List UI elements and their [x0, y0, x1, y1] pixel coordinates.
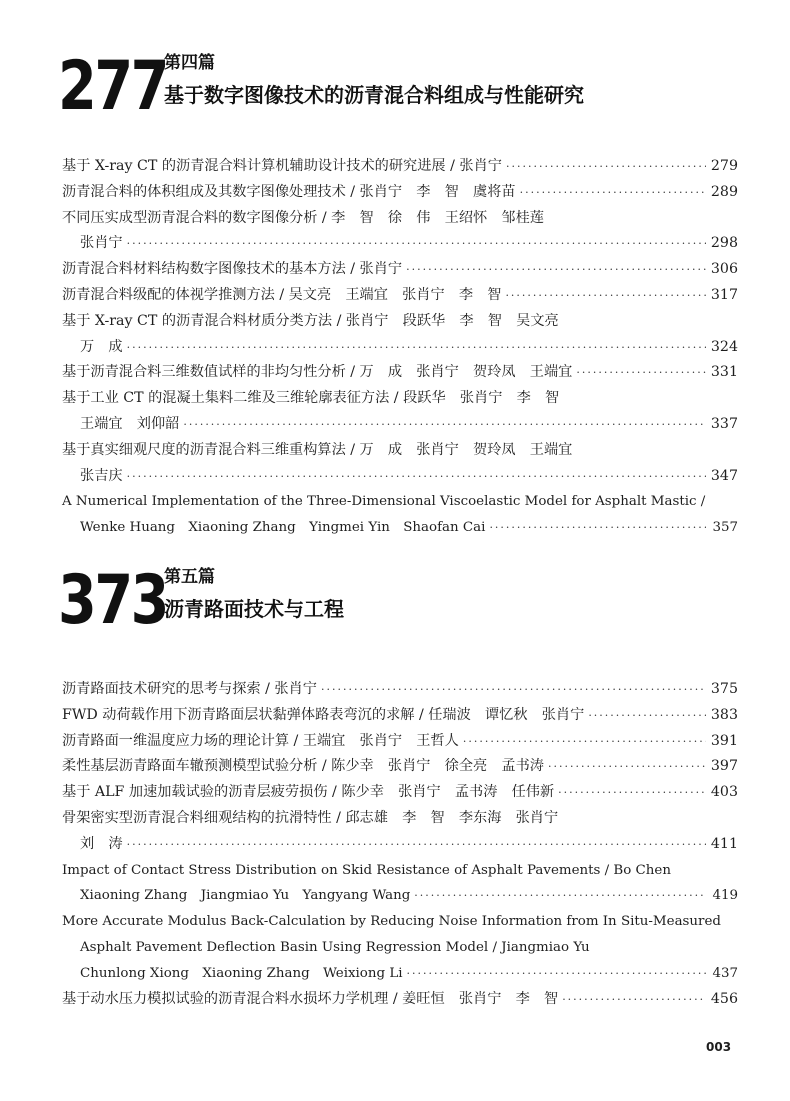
toc-entry — [62, 154, 738, 180]
toc-entry-line — [62, 154, 738, 180]
toc-page-number: 419 — [712, 888, 738, 904]
toc-entry — [62, 180, 738, 206]
dot-leader — [321, 677, 706, 703]
toc-entry — [62, 754, 738, 780]
toc-page-number: 347 — [710, 467, 738, 484]
toc-entry — [62, 987, 738, 1013]
toc-entry — [62, 309, 738, 361]
dot-leader — [127, 464, 706, 490]
toc-entry-text: 沥青混合料的体积组成及其数字图像处理技术 / 张肖宁 李 智 虞将苗 — [62, 183, 516, 200]
toc-entry-line — [62, 360, 738, 386]
toc-entry-line — [62, 754, 738, 780]
toc-entry-text: 沥青路面技术研究的思考与探索 / 张肖宁 — [62, 681, 317, 697]
part-number: 277 — [58, 47, 168, 126]
toc-entry — [62, 206, 738, 258]
toc-entry-text: 张吉庆 — [80, 467, 123, 484]
toc-entry — [62, 438, 738, 490]
toc-page-number: 289 — [710, 183, 738, 200]
toc-entry-text: 沥青混合料材料结构数字图像技术的基本方法 / 张肖宁 — [62, 261, 403, 278]
toc-page-number: 331 — [710, 364, 738, 381]
toc-entry-text: Asphalt Pavement Deflection Basin Using Regression Model / Jiangmiao Yu — [80, 939, 590, 955]
toc-entry-text: Xiaoning Zhang Jiangmiao Yu Yangyang Wang — [80, 888, 411, 904]
toc-entry-text: 万 成 — [80, 338, 123, 355]
toc-entry — [62, 489, 738, 541]
toc-entry-line — [62, 515, 738, 541]
toc-entry-text: 骨架密实型沥青混合料细观结构的抗滑特性 / 邱志雄 李 智 李东海 张肖宁 — [62, 809, 559, 826]
toc-entry-line — [62, 231, 738, 257]
toc-entry — [62, 858, 738, 910]
dot-leader — [414, 883, 706, 909]
dot-leader — [576, 360, 706, 386]
toc-page-number: 298 — [710, 235, 738, 252]
dot-leader — [127, 231, 706, 257]
part-title: 基于数字图像技术的沥青混合料组成与性能研究 — [164, 83, 584, 107]
toc-entry — [62, 703, 738, 729]
toc-entry-line — [62, 909, 738, 935]
toc-entry-line — [62, 806, 738, 832]
toc-page-number: 306 — [710, 261, 738, 278]
dot-leader — [489, 515, 706, 541]
toc-entry-line — [62, 464, 738, 490]
toc-list-part-4 — [62, 154, 738, 541]
toc-entry-line — [62, 961, 738, 987]
toc-entry-line — [62, 832, 738, 858]
part-header-5 — [58, 561, 758, 640]
toc-entry-text: 基于 X-ray CT 的沥青混合料材质分类方法 / 张肖宁 段跃华 李 智 吴文亮 — [62, 312, 559, 329]
toc-entry-text: 基于工业 CT 的混凝土集料二维及三维轮廓表征方法 / 段跃华 张肖宁 李 智 — [62, 390, 560, 407]
toc-entry-text: 沥青路面一维温度应力场的理论计算 / 王端宜 张肖宁 王哲人 — [62, 732, 459, 749]
toc-entry — [62, 257, 738, 283]
toc-page-number: 403 — [710, 784, 738, 801]
dot-leader — [506, 154, 706, 180]
toc-entry-line — [62, 677, 738, 703]
toc-entry-line — [62, 335, 738, 361]
toc-entry — [62, 386, 738, 438]
toc-page-number: 397 — [710, 758, 738, 775]
toc-entry-line — [62, 206, 738, 232]
toc-page-number: 375 — [710, 681, 738, 697]
toc-entry-line — [62, 703, 738, 729]
toc-entry-line — [62, 729, 738, 755]
toc-entry — [62, 909, 738, 986]
toc-entry-line — [62, 180, 738, 206]
toc-entry-text: FWD 动荷载作用下沥青路面层状黏弹体路表弯沉的求解 / 任瑞波 谭忆秋 张肖宁 — [62, 706, 585, 723]
dot-leader — [406, 257, 706, 283]
toc-entry-line — [62, 386, 738, 412]
part-label: 第五篇 — [164, 567, 215, 587]
toc-entry-text: 不同压实成型沥青混合料的数字图像分析 / 李 智 徐 伟 王绍怀 邹桂莲 — [62, 209, 544, 226]
toc-entry-line — [62, 489, 738, 515]
toc-entry-text: 柔性基层沥青路面车辙预测模型试验分析 / 陈少幸 张肖宁 徐全亮 孟书涛 — [62, 758, 544, 775]
part-number: 373 — [58, 561, 168, 640]
toc-entry-text: 王端宜 刘仰韶 — [80, 415, 180, 432]
toc-entry — [62, 360, 738, 386]
toc-entry-line — [62, 780, 738, 806]
toc-entry-text: 张肖宁 — [80, 235, 123, 252]
toc-page-number: 391 — [710, 732, 738, 749]
toc-entry-line — [62, 858, 738, 884]
toc-page-number: 411 — [710, 835, 738, 852]
toc-page-number: 437 — [712, 965, 738, 981]
toc-entry-text: 沥青混合料级配的体视学推测方法 / 吴文亮 王端宜 张肖宁 李 智 — [62, 286, 502, 303]
toc-entry — [62, 729, 738, 755]
toc-page-number: 357 — [712, 520, 738, 536]
dot-leader — [407, 961, 707, 987]
dot-leader — [505, 283, 706, 309]
toc-entry-line — [62, 438, 738, 464]
dot-leader — [127, 335, 706, 361]
dot-leader — [127, 832, 706, 858]
toc-entry-line — [62, 283, 738, 309]
toc-entry — [62, 806, 738, 858]
toc-entry-line — [62, 883, 738, 909]
toc-entry-line — [62, 309, 738, 335]
page-folio: 003 — [706, 1040, 732, 1054]
toc-entry-text: 基于沥青混合料三维数值试样的非均匀性分析 / 万 成 张肖宁 贺玲凤 王端宜 — [62, 364, 573, 381]
part-header-4 — [58, 47, 758, 126]
toc-entry-text: A Numerical Implementation of the Three-Dimensional Viscoelastic Model for Asphalt Mastic / — [62, 494, 706, 510]
dot-leader — [558, 780, 706, 806]
dot-leader — [562, 987, 706, 1013]
toc-page-number: 456 — [710, 990, 738, 1007]
toc-entry-text: Chunlong Xiong Xiaoning Zhang Weixiong Li — [80, 965, 403, 981]
toc-entry-text: 基于 ALF 加速加载试验的沥青层疲劳损伤 / 陈少幸 张肖宁 孟书涛 任伟新 — [62, 784, 555, 801]
toc-entry — [62, 677, 738, 703]
toc-entry-line — [62, 987, 738, 1013]
toc-entry-line — [62, 412, 738, 438]
toc-entry-text: 刘 涛 — [80, 835, 123, 852]
toc-page-number: 317 — [710, 286, 738, 303]
dot-leader — [548, 754, 706, 780]
toc-page-number: 337 — [710, 415, 738, 432]
dot-leader — [183, 412, 706, 438]
toc-page-number: 324 — [710, 338, 738, 355]
toc-page-number: 383 — [710, 706, 738, 723]
dot-leader — [520, 180, 706, 206]
toc-entry-text: Wenke Huang Xiaoning Zhang Yingmei Yin Shaofan Cai — [80, 520, 486, 536]
toc-entry-text: 基于动水压力模拟试验的沥青混合料水损坏力学机理 / 姜旺恒 张肖宁 李 智 — [62, 990, 559, 1007]
toc-entry — [62, 780, 738, 806]
part-label: 第四篇 — [164, 53, 215, 73]
toc-entry-text: 基于真实细观尺度的沥青混合料三维重构算法 / 万 成 张肖宁 贺玲凤 王端宜 — [62, 441, 573, 458]
toc-entry-text: Impact of Contact Stress Distribution on Skid Resistance of Asphalt Pavements / Bo Chen — [62, 862, 671, 878]
dot-leader — [588, 703, 706, 729]
toc-entry-text: More Accurate Modulus Back-Calculation by Reducing Noise Information from In Situ-Measured — [62, 914, 721, 930]
part-title: 沥青路面技术与工程 — [164, 597, 344, 621]
toc-list-part-5 — [62, 677, 738, 1012]
toc-page-number: 279 — [710, 158, 738, 174]
toc-entry-line — [62, 257, 738, 283]
dot-leader — [463, 729, 706, 755]
toc-entry — [62, 283, 738, 309]
toc-entry-line — [62, 935, 738, 961]
toc-entry-text: 基于 X-ray CT 的沥青混合料计算机辅助设计技术的研究进展 / 张肖宁 — [62, 158, 502, 174]
